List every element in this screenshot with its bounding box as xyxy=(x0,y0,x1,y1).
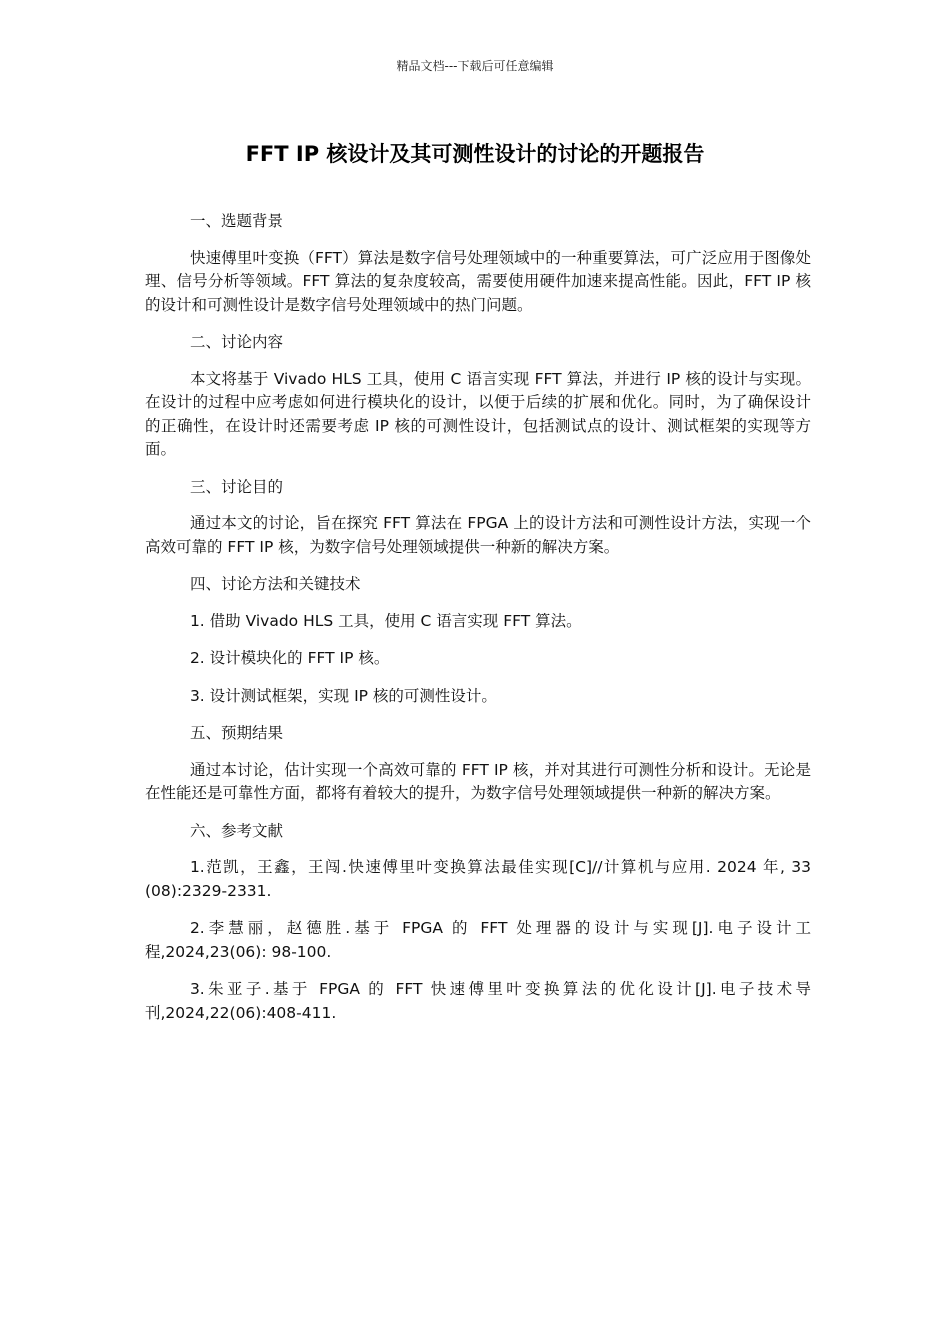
section-text-background: 快速傅里叶变换（FFT）算法是数字信号处理领域中的一种重要算法，可广泛应用于图像处理、信号分析等领域。FFT 算法的复杂度较高，需要使用硬件加速来提高性能。因此，FFT IP 核的设计和可测性设计是数字信号处理领域中的热门问题。 xyxy=(145,248,811,314)
section-text-content: 本文将基于 Vivado HLS 工具，使用 C 语言实现 FFT 算法，并进行 IP 核的设计与实现。在设计的过程中应考虑如何进行模块化的设计，以便于后续的扩展和优化。同时，为了确保设计的正确性，在设计时还需要考虑 IP 核的可测性设计，包括测试点的设计、测试框架的实现等方面。 xyxy=(145,369,811,458)
header-note: 精品文档---下载后可任意编辑 xyxy=(396,59,554,73)
section-heading-content: 二、讨论内容 xyxy=(189,333,283,351)
reference-item: 2.李慧丽，赵德胜.基于 FPGA 的 FFT 处理器的设计与实现[J].电子设计工程,2024,23(06): 98-100. xyxy=(145,919,811,961)
section-text-purpose: 通过本文的讨论，旨在探究 FFT 算法在 FPGA 上的设计方法和可测性设计方法，实现一个高效可靠的 FFT IP 核，为数字信号处理领域提供一种新的解决方案。 xyxy=(145,514,811,556)
document-title: FFT IP 核设计及其可测性设计的讨论的开题报告 xyxy=(245,142,705,166)
section-heading-purpose: 三、讨论目的 xyxy=(189,477,283,496)
method-item: 2. 设计模块化的 FFT IP 核。 xyxy=(189,649,390,667)
section-text-results: 通过本讨论，估计实现一个高效可靠的 FFT IP 核，并对其进行可测性分析和设计。无论是在性能还是可靠性方面，都将有着较大的提升，为数字信号处理领域提供一种新的解决方案。 xyxy=(145,760,811,802)
document-body xyxy=(145,210,811,1039)
reference-item: 3.朱亚子.基于 FPGA 的 FFT 快速傅里叶变换算法的优化设计[J].电子技术导刊,2024,22(06):408-411. xyxy=(145,980,811,1022)
section-heading-methods: 四、讨论方法和关键技术 xyxy=(189,575,361,593)
section-heading-background: 一、选题背景 xyxy=(189,212,283,230)
section-heading-references: 六、参考文献 xyxy=(189,821,283,840)
reference-item: 1.范凯，王鑫，王闯.快速傅里叶变换算法最佳实现[C]//计算机与应用. 2024 年, 33 (08):2329-2331. xyxy=(145,858,811,900)
section-heading-results: 五、预期结果 xyxy=(189,724,283,742)
method-item: 3. 设计测试框架，实现 IP 核的可测性设计。 xyxy=(189,686,497,705)
method-item: 1. 借助 Vivado HLS 工具，使用 C 语言实现 FFT 算法。 xyxy=(189,611,582,630)
